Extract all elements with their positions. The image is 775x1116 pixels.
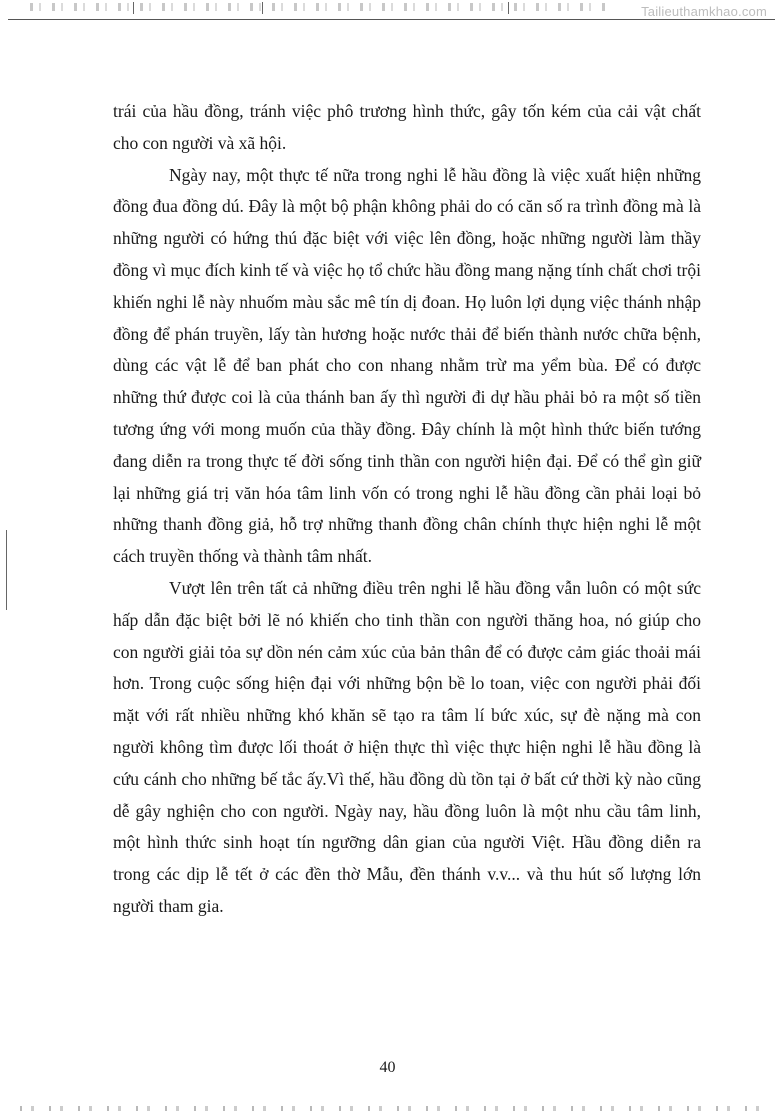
header-scan-artifact bbox=[30, 3, 610, 11]
document-body bbox=[113, 96, 701, 923]
header-divider bbox=[133, 2, 134, 14]
footer-scan-artifact bbox=[20, 1106, 760, 1111]
header-rule bbox=[8, 19, 775, 20]
paragraph: Ngày nay, một thực tế nữa trong nghi lễ hầu đồng là việc xuất hiện những đồng đua đồng dú. Đây là một bộ phận không phải do có căn số ra trình đồng mà là những người có hứng thú đặc biệt với việc lên đồng, hoặc những người làm thầy đồng vì mục đích kinh tế và việc họ tổ chức hầu đồng mang nặng tính chất chơi trội khiến nghi lễ này nhuốm màu sắc mê tín dị đoan. Họ luôn lợi dụng việc thánh nhập đồng để phán truyền, lấy tàn hương hoặc nước thải để biến thành nước chữa bệnh, dùng các vật lễ để ban phát cho con nhang nhằm trừ ma yểm bùa. Để có được những thứ được coi là của thánh ban ấy thì người đi dự hầu phải bỏ ra một số tiền tương ứng với mong muốn của thầy đồng. Đây chính là một hình thức biến tướng đang diễn ra trong thực tế đời sống tinh thần con người hiện đại. Để có thể gìn giữ lại những giá trị văn hóa tâm linh vốn có trong nghi lễ hầu đồng cần phải loại bỏ những thanh đồng giả, hỗ trợ những thanh đồng chân chính thực hiện nghi lễ một cách truyền thống và thành tâm nhất. bbox=[113, 164, 701, 567]
watermark: Tailieuthamkhao.com bbox=[641, 4, 767, 19]
paragraph: Vượt lên trên tất cả những điều trên nghi lễ hầu đồng vẫn luôn có một sức hấp dẫn đặc biệt bởi lẽ nó khiến cho tinh thần con người thăng hoa, nó giúp cho con người giải tỏa sự dồn nén cảm xúc của bản thân để có được cảm giác thoải mái hơn. Trong cuộc sống hiện đại với những bộn bề lo toan, việc con người phải đối mặt với rất nhiều những khó khăn sẽ tạo ra tâm lí bức xúc, sự đè nặng mà con người không tìm được lối thoát ở hiện thực thì việc thực hiện nghi lễ hầu đồng là cứu cánh cho những bế tắc ấy.Vì thế, hầu đồng dù tồn tại ở bất cứ thời kỳ nào cũng dễ gây nghiện cho con người. Ngày nay, hầu đồng luôn là một nhu cầu tâm linh, một hình thức sinh hoạt tín ngưỡng dân gian của người Việt. Hầu đồng diễn ra trong các dịp lễ tết ở các đền thờ Mẫu, đền thánh v.v... và thu hút số lượng lớn người tham gia. bbox=[113, 577, 701, 916]
paragraph: trái của hầu đồng, tránh việc phô trương hình thức, gây tốn kém của cải vật chất cho con người và xã hội. bbox=[113, 101, 701, 153]
margin-mark bbox=[6, 530, 7, 610]
page-number: 40 bbox=[379, 1059, 396, 1076]
header-divider bbox=[508, 2, 509, 14]
header-divider bbox=[262, 2, 263, 14]
page-header bbox=[0, 0, 775, 22]
